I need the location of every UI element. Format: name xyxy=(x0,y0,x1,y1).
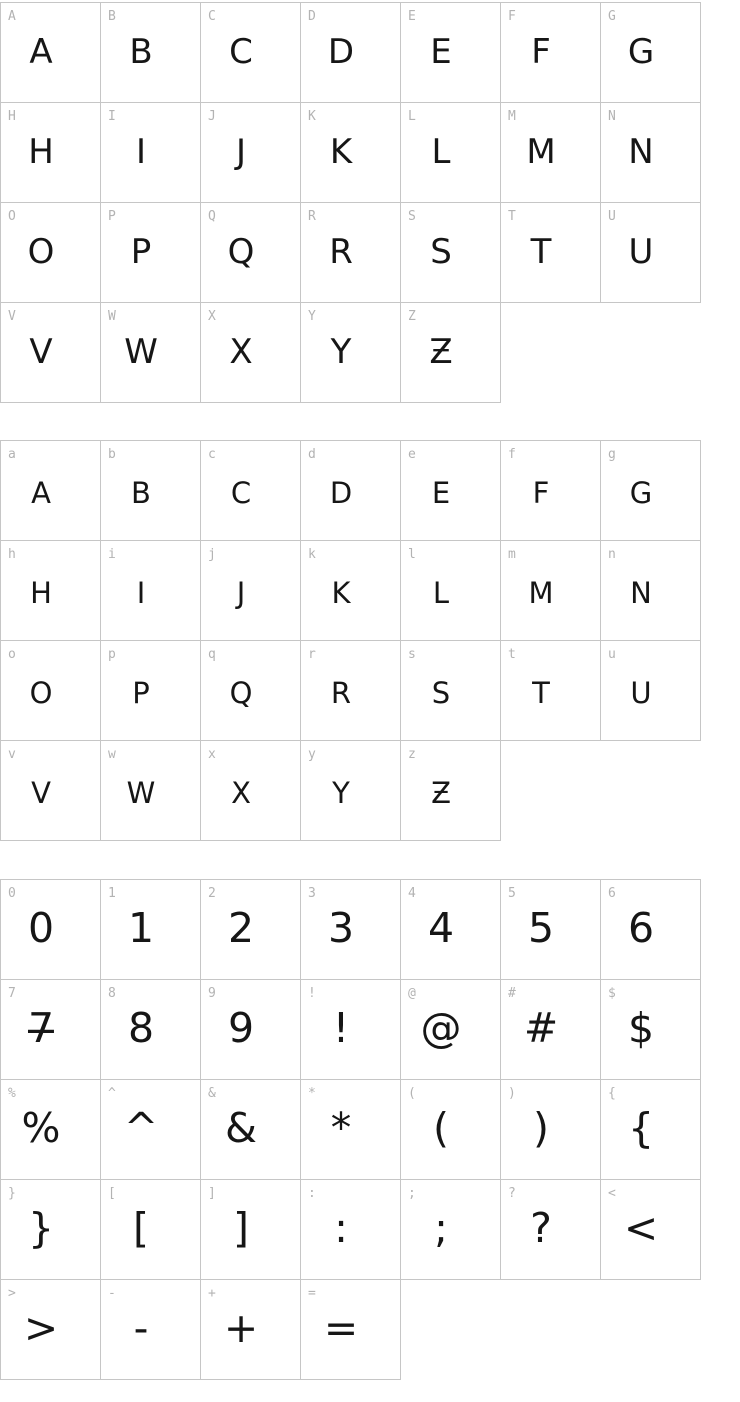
grid-row xyxy=(1,3,701,103)
cell-label: ; xyxy=(408,1186,416,1201)
glyph-cell xyxy=(201,741,301,841)
cell-label: 6 xyxy=(608,886,616,901)
cell-glyph: 5 xyxy=(527,904,555,952)
grid-row xyxy=(1,880,701,980)
glyph-cell xyxy=(601,3,701,103)
cell-glyph: % xyxy=(21,1104,61,1152)
cell-glyph: + xyxy=(223,1304,259,1352)
cell-glyph: ( xyxy=(433,1104,449,1152)
cell-glyph: W xyxy=(126,776,156,810)
cell-glyph: J xyxy=(236,576,246,610)
cell-label: E xyxy=(408,9,416,24)
glyph-cell xyxy=(501,1180,601,1280)
cell-label: [ xyxy=(108,1186,116,1201)
cell-label: z xyxy=(408,747,416,762)
cell-label: ? xyxy=(508,1186,516,1201)
cell-glyph: * xyxy=(330,1104,352,1152)
glyph-cell xyxy=(401,3,501,103)
glyph-cell xyxy=(101,641,201,741)
cell-label: ] xyxy=(208,1186,216,1201)
cell-label: J xyxy=(208,109,216,124)
glyph-cell xyxy=(101,3,201,103)
cell-label: & xyxy=(208,1086,216,1101)
cell-label: 2 xyxy=(208,886,216,901)
glyph-cell xyxy=(301,880,401,980)
cell-label: n xyxy=(608,547,616,562)
cell-label: o xyxy=(8,647,16,662)
cell-glyph: U xyxy=(630,676,652,710)
cell-glyph: I xyxy=(135,132,147,172)
cell-label: s xyxy=(408,647,416,662)
cell-label: G xyxy=(608,9,616,24)
glyph-cell xyxy=(1,1180,101,1280)
cell-label: R xyxy=(308,209,316,224)
cell-glyph: U xyxy=(628,232,654,272)
cell-label: < xyxy=(608,1186,616,1201)
cell-label: 5 xyxy=(508,886,516,901)
cell-glyph: W xyxy=(124,332,158,372)
glyph-cell xyxy=(1,203,101,303)
cell-glyph: S xyxy=(430,232,452,272)
glyph-cell xyxy=(1,1280,101,1380)
cell-glyph: R xyxy=(330,676,352,710)
cell-glyph: 9 xyxy=(227,1004,255,1052)
cell-glyph: P xyxy=(132,676,150,710)
cell-glyph: ; xyxy=(434,1204,448,1252)
cell-glyph: F xyxy=(531,32,551,72)
glyph-cell xyxy=(1,741,101,841)
cell-label: O xyxy=(8,209,16,224)
cell-label: u xyxy=(608,647,616,662)
glyph-cell xyxy=(1,103,101,203)
cell-label: X xyxy=(208,309,216,324)
cell-label: * xyxy=(308,1086,316,1101)
grid-row xyxy=(1,1080,701,1180)
cell-label: C xyxy=(208,9,216,24)
cell-label: ^ xyxy=(108,1086,116,1101)
cell-label: D xyxy=(308,9,316,24)
glyph-cell xyxy=(301,541,401,641)
glyph-cell xyxy=(601,1080,701,1180)
glyph-cell xyxy=(1,980,101,1080)
cell-glyph: O xyxy=(29,676,53,710)
cell-label: > xyxy=(8,1286,16,1301)
cell-glyph: [ xyxy=(133,1204,149,1252)
grid-row xyxy=(1,1180,701,1280)
glyph-cell xyxy=(401,880,501,980)
cell-label: - xyxy=(108,1286,116,1301)
cell-label: 1 xyxy=(108,886,116,901)
cell-label: m xyxy=(508,547,516,562)
cell-glyph: ] xyxy=(233,1204,249,1252)
glyph-cell xyxy=(301,3,401,103)
cell-label: A xyxy=(8,9,16,24)
cell-label: K xyxy=(308,109,316,124)
cell-label: P xyxy=(108,209,116,224)
cell-label: + xyxy=(208,1286,216,1301)
cell-label: @ xyxy=(408,986,416,1001)
glyph-cell xyxy=(301,441,401,541)
glyph-cell xyxy=(101,203,201,303)
cell-glyph: T xyxy=(530,232,552,272)
cell-glyph: Y xyxy=(332,776,350,810)
glyph-cell xyxy=(601,441,701,541)
cell-label: p xyxy=(108,647,116,662)
cell-label: W xyxy=(108,309,116,324)
glyph-cell xyxy=(401,203,501,303)
glyph-cell xyxy=(201,3,301,103)
glyph-cell xyxy=(1,641,101,741)
cell-glyph: 3 xyxy=(327,904,355,952)
glyph-cell xyxy=(101,441,201,541)
glyph-cell xyxy=(1,541,101,641)
grid-row xyxy=(1,980,701,1080)
glyph-cell xyxy=(501,203,601,303)
glyph-cell xyxy=(501,641,601,741)
charmap-container xyxy=(0,2,740,1380)
cell-glyph: ? xyxy=(530,1204,552,1252)
glyph-cell xyxy=(1,441,101,541)
glyph-cell xyxy=(201,980,301,1080)
glyph-cell xyxy=(201,1080,301,1180)
glyph-cell xyxy=(101,1280,201,1380)
glyph-cell xyxy=(301,103,401,203)
cell-glyph: M xyxy=(526,132,556,172)
cell-glyph: $ xyxy=(627,1004,655,1052)
cell-glyph: < xyxy=(623,1204,659,1252)
cell-label: v xyxy=(8,747,16,762)
cell-glyph: Y xyxy=(330,332,352,372)
cell-glyph: V xyxy=(31,776,51,810)
glyph-cell xyxy=(301,741,401,841)
cell-glyph: X xyxy=(229,332,253,372)
cell-label: b xyxy=(108,447,116,462)
cell-glyph: G xyxy=(627,32,655,72)
glyph-cell xyxy=(601,103,701,203)
cell-label: 9 xyxy=(208,986,216,1001)
grid-row xyxy=(1,103,701,203)
cell-label: # xyxy=(508,986,516,1001)
cell-label: B xyxy=(108,9,116,24)
grid-row xyxy=(1,1280,701,1380)
cell-glyph: Q xyxy=(227,232,255,272)
cell-label: w xyxy=(108,747,116,762)
cell-glyph: 6 xyxy=(627,904,655,952)
cell-label: S xyxy=(408,209,416,224)
cell-glyph: 1 xyxy=(127,904,155,952)
cell-glyph: Ƶ xyxy=(431,776,451,810)
cell-glyph: G xyxy=(629,476,653,510)
cell-label: Z xyxy=(408,309,416,324)
cell-glyph: > xyxy=(23,1304,59,1352)
cell-glyph: { xyxy=(627,1104,655,1152)
cell-label: } xyxy=(8,1186,16,1201)
cell-glyph: E xyxy=(431,476,451,510)
cell-label: j xyxy=(208,547,216,562)
cell-glyph: } xyxy=(27,1204,55,1252)
cell-label: k xyxy=(308,547,316,562)
glyph-cell xyxy=(1,880,101,980)
glyph-cell xyxy=(401,641,501,741)
cell-glyph: 0 xyxy=(27,904,55,952)
glyph-cell xyxy=(201,103,301,203)
cell-label: q xyxy=(208,647,216,662)
glyph-cell xyxy=(501,541,601,641)
glyph-cell xyxy=(201,203,301,303)
cell-label: i xyxy=(108,547,116,562)
grid-row xyxy=(1,541,701,641)
cell-glyph: C xyxy=(230,476,252,510)
glyph-cell xyxy=(201,1280,301,1380)
glyph-cell xyxy=(401,741,501,841)
cell-label: 4 xyxy=(408,886,416,901)
cell-label: d xyxy=(308,447,316,462)
cell-label: { xyxy=(608,1086,616,1101)
cell-glyph: K xyxy=(331,576,351,610)
cell-glyph: : xyxy=(334,1204,348,1252)
charmap-grid-symbols xyxy=(0,879,701,1380)
cell-glyph: = xyxy=(323,1304,359,1352)
grid-row xyxy=(1,641,701,741)
glyph-cell xyxy=(201,303,301,403)
cell-glyph: E xyxy=(430,32,452,72)
cell-glyph: N xyxy=(628,132,654,172)
cell-label: Q xyxy=(208,209,216,224)
cell-label: 7 xyxy=(8,986,16,1001)
glyph-cell xyxy=(501,103,601,203)
glyph-cell xyxy=(301,203,401,303)
cell-glyph: L xyxy=(431,132,451,172)
glyph-cell xyxy=(301,1280,401,1380)
cell-glyph: 8 xyxy=(127,1004,155,1052)
cell-label: ( xyxy=(408,1086,416,1101)
cell-glyph: O xyxy=(27,232,55,272)
glyph-cell xyxy=(501,880,601,980)
cell-label: T xyxy=(508,209,516,224)
glyph-cell xyxy=(401,1180,501,1280)
glyph-cell xyxy=(201,880,301,980)
cell-label: l xyxy=(408,547,416,562)
charmap-grid-uppercase xyxy=(0,2,701,403)
cell-glyph: V xyxy=(29,332,53,372)
glyph-cell xyxy=(1,303,101,403)
cell-label: = xyxy=(308,1286,316,1301)
cell-label: 8 xyxy=(108,986,116,1001)
cell-label: H xyxy=(8,109,16,124)
glyph-cell xyxy=(401,1080,501,1180)
cell-label: L xyxy=(408,109,416,124)
cell-label: h xyxy=(8,547,16,562)
glyph-cell xyxy=(501,3,601,103)
cell-glyph: B xyxy=(131,476,151,510)
cell-label: V xyxy=(8,309,16,324)
cell-glyph: I xyxy=(136,576,146,610)
grid-row xyxy=(1,203,701,303)
cell-glyph: # xyxy=(523,1004,559,1052)
cell-glyph: P xyxy=(130,232,152,272)
cell-label: a xyxy=(8,447,16,462)
glyph-cell xyxy=(401,541,501,641)
glyph-cell xyxy=(501,980,601,1080)
cell-label: ) xyxy=(508,1086,516,1101)
cell-label: r xyxy=(308,647,316,662)
grid-row xyxy=(1,741,701,841)
cell-glyph: A xyxy=(31,476,51,510)
cell-label: I xyxy=(108,109,116,124)
glyph-cell xyxy=(601,880,701,980)
cell-glyph: S xyxy=(431,676,451,710)
glyph-cell xyxy=(201,541,301,641)
cell-glyph: Ƶ xyxy=(429,332,453,372)
cell-label: ! xyxy=(308,986,316,1001)
cell-glyph: X xyxy=(231,776,251,810)
glyph-cell xyxy=(301,1080,401,1180)
glyph-cell xyxy=(401,303,501,403)
cell-glyph: D xyxy=(327,32,355,72)
glyph-cell xyxy=(1,1080,101,1180)
cell-label: x xyxy=(208,747,216,762)
glyph-cell xyxy=(301,1180,401,1280)
glyph-cell xyxy=(601,641,701,741)
cell-label: e xyxy=(408,447,416,462)
cell-label: y xyxy=(308,747,316,762)
cell-label: Y xyxy=(308,309,316,324)
glyph-cell xyxy=(101,1080,201,1180)
cell-glyph: 7̶ xyxy=(27,1004,55,1052)
cell-glyph: ! xyxy=(332,1004,350,1052)
cell-glyph: H xyxy=(30,576,52,610)
glyph-cell xyxy=(401,103,501,203)
grid-row xyxy=(1,303,701,403)
glyph-cell xyxy=(201,441,301,541)
cell-glyph: D xyxy=(329,476,353,510)
glyph-cell xyxy=(301,641,401,741)
cell-label: U xyxy=(608,209,616,224)
glyph-cell xyxy=(301,303,401,403)
cell-label: c xyxy=(208,447,216,462)
cell-glyph: F xyxy=(532,476,550,510)
glyph-cell xyxy=(101,880,201,980)
cell-glyph: M xyxy=(528,576,554,610)
glyph-cell xyxy=(601,541,701,641)
cell-glyph: @ xyxy=(420,1004,462,1052)
cell-glyph: A xyxy=(29,32,53,72)
glyph-cell xyxy=(601,980,701,1080)
glyph-cell xyxy=(101,103,201,203)
glyph-cell xyxy=(601,1180,701,1280)
cell-label: F xyxy=(508,9,516,24)
cell-label: % xyxy=(8,1086,16,1101)
glyph-cell xyxy=(301,980,401,1080)
glyph-cell xyxy=(1,3,101,103)
cell-glyph: ^ xyxy=(123,1104,159,1152)
cell-glyph: Q xyxy=(229,676,253,710)
cell-label: f xyxy=(508,447,516,462)
glyph-cell xyxy=(501,441,601,541)
glyph-cell xyxy=(501,1080,601,1180)
grid-row xyxy=(1,441,701,541)
cell-label: M xyxy=(508,109,516,124)
cell-glyph: T xyxy=(532,676,550,710)
charmap-grid-lowercase xyxy=(0,440,701,841)
glyph-cell xyxy=(401,980,501,1080)
glyph-cell xyxy=(201,1180,301,1280)
cell-glyph: C xyxy=(229,32,253,72)
cell-glyph: H xyxy=(28,132,54,172)
glyph-cell xyxy=(101,1180,201,1280)
glyph-cell xyxy=(101,741,201,841)
cell-glyph: R xyxy=(329,232,353,272)
cell-glyph: K xyxy=(329,132,353,172)
glyph-cell xyxy=(101,541,201,641)
cell-glyph: ) xyxy=(533,1104,549,1152)
cell-label: g xyxy=(608,447,616,462)
glyph-cell xyxy=(101,303,201,403)
cell-label: t xyxy=(508,647,516,662)
cell-glyph: J xyxy=(235,132,247,172)
cell-label: $ xyxy=(608,986,616,1001)
cell-glyph: 4 xyxy=(427,904,455,952)
cell-glyph: 2 xyxy=(227,904,255,952)
cell-label: 3 xyxy=(308,886,316,901)
cell-glyph: & xyxy=(225,1104,257,1152)
cell-glyph: B xyxy=(129,32,153,72)
glyph-cell xyxy=(101,980,201,1080)
cell-label: 0 xyxy=(8,886,16,901)
cell-glyph: N xyxy=(630,576,652,610)
glyph-cell xyxy=(601,203,701,303)
cell-glyph: L xyxy=(432,576,450,610)
cell-glyph: - xyxy=(133,1304,149,1352)
glyph-cell xyxy=(401,441,501,541)
cell-label: : xyxy=(308,1186,316,1201)
cell-label: N xyxy=(608,109,616,124)
glyph-cell xyxy=(201,641,301,741)
